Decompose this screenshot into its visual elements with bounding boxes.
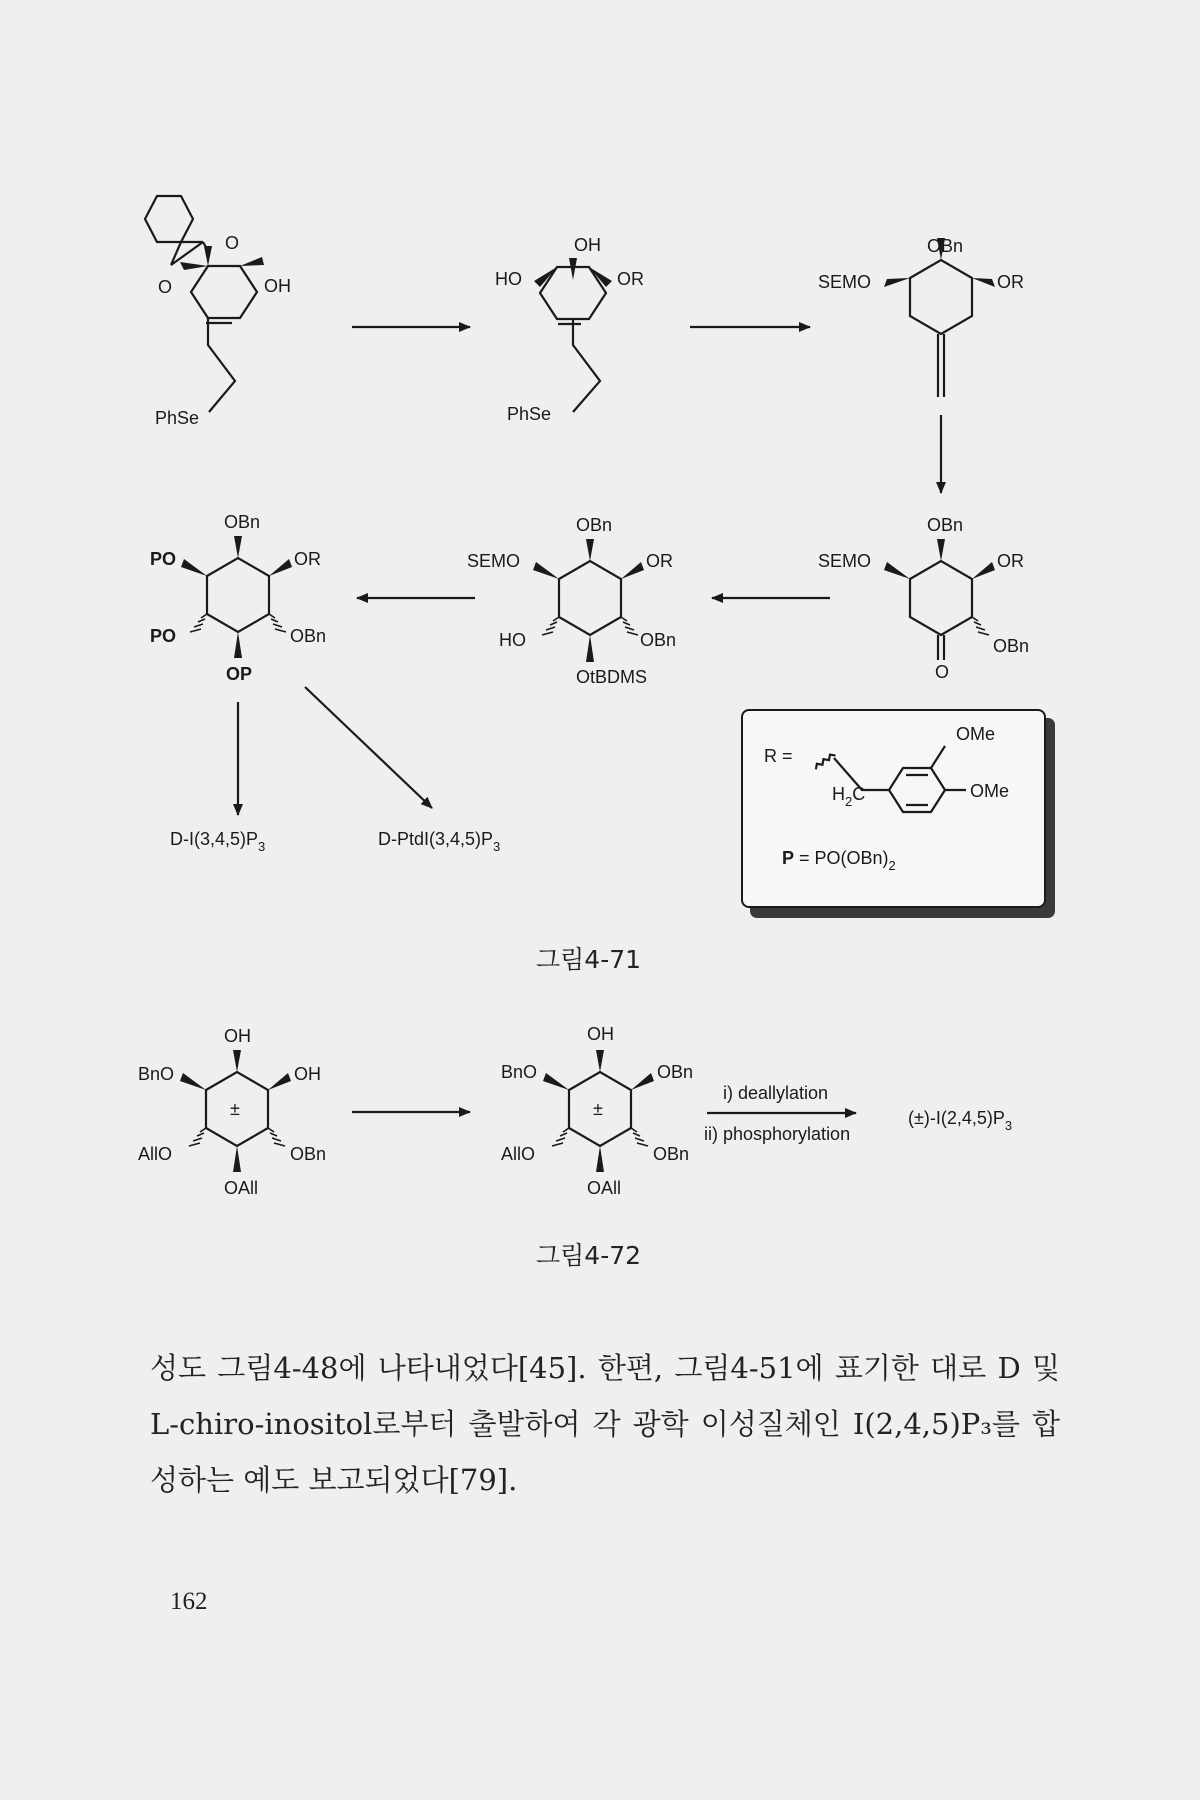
compound-b-bno: BnO [501, 1062, 538, 1082]
compound-2-structure [495, 235, 644, 424]
compound-b-allo: AllO [501, 1144, 536, 1164]
compound-6-po: PO [150, 549, 177, 569]
compound-b-structure [501, 1024, 693, 1198]
compound-a-oall: OAll [224, 1178, 259, 1198]
compound-5-otbdms: OtBDMS [576, 667, 648, 687]
compound-4-structure [818, 515, 1029, 682]
legend-r-label: R = [764, 746, 793, 766]
compound-5-structure [467, 515, 676, 687]
compound-6-obn-2: OBn [290, 626, 327, 646]
legend-p-definition: $P = PO(OBn)_2$ [782, 848, 896, 873]
compound-6-structure [150, 512, 326, 684]
page-number: 162 [170, 1588, 208, 1615]
compound-5-obn: OBn [576, 515, 613, 535]
compound-b-obn-right: OBn [657, 1062, 694, 1082]
compound-3-structure [818, 236, 1024, 397]
reaction-step-2: ii) phosphorylation [704, 1124, 851, 1144]
figure-72-caption: 그림4-72 [536, 1241, 642, 1270]
compound-6-po-2: PO [150, 626, 177, 646]
compound-b-obn: OBn [653, 1144, 690, 1164]
compound-6-obn: OBn [224, 512, 261, 532]
compound-5-or: OR [646, 551, 673, 571]
compound-1-oxygen-top: O [225, 233, 240, 253]
compound-4-obn-2: OBn [993, 636, 1030, 656]
compound-6-or: OR [294, 549, 321, 569]
compound-2-ho: HO [495, 269, 522, 289]
compound-a-oh-top: OH [224, 1026, 251, 1046]
compound-5-semo: SEMO [467, 551, 521, 571]
compound-4-or: OR [997, 551, 1024, 571]
arrow-7 [305, 687, 432, 808]
product-d-ip3: $D-I(3,4,5)P_3$ [170, 829, 266, 854]
compound-a-structure [138, 1026, 326, 1198]
compound-1-structure [145, 196, 291, 428]
compound-1-oxygen-left: O [158, 277, 173, 297]
compound-4-oxygen: O [935, 662, 950, 682]
compound-1-hydroxyl: OH [264, 276, 291, 296]
compound-3-obn: OBn [927, 236, 964, 256]
compound-1-phse: PhSe [155, 408, 200, 428]
compound-2-phse: PhSe [507, 404, 552, 424]
figure-71 [145, 196, 1055, 974]
compound-5-ho: HO [499, 630, 526, 650]
compound-3-or: OR [997, 272, 1024, 292]
compound-4-semo: SEMO [818, 551, 872, 571]
product-racemic-ip3: $(\pm)-I(2,4,5)P_3$ [908, 1108, 1013, 1133]
legend-h2c: $H_2C$ [832, 784, 866, 809]
legend-ome-1: OMe [956, 724, 996, 744]
legend-box [742, 710, 1055, 918]
reaction-step-1: i) deallylation [723, 1083, 829, 1103]
compound-6-op: OP [226, 664, 253, 684]
compound-a-racemic: ± [230, 1099, 240, 1119]
legend-ome-2: OMe [970, 781, 1010, 801]
compound-5-obn-2: OBn [640, 630, 677, 650]
body-paragraph [150, 1340, 1060, 1508]
compound-2-or: OR [617, 269, 644, 289]
compound-b-racemic: ± [593, 1099, 603, 1119]
figure-72 [138, 1024, 1012, 1270]
compound-3-semo: SEMO [818, 272, 872, 292]
compound-a-oh-right: OH [294, 1064, 321, 1084]
compound-b-oh-top: OH [587, 1024, 614, 1044]
paragraph-text: 성도 그림4-48에 나타내었다[45]. 한편, 그림4-51에 표기한 대로 D 및 L-chiro-inositol로부터 출발하여 각 광학 이성질체인 I(2,4,5)P₃를 합성하는 예도 보고되었다[79]. [150, 1351, 1060, 1497]
product-d-ptdi-p3: $D-PtdI(3,4,5)P_3$ [378, 829, 501, 854]
compound-b-oall: OAll [587, 1178, 622, 1198]
compound-a-bno: BnO [138, 1064, 175, 1084]
compound-a-allo: AllO [138, 1144, 173, 1164]
compound-a-obn: OBn [290, 1144, 327, 1164]
compound-4-obn: OBn [927, 515, 964, 535]
figure-71-caption: 그림4-71 [536, 945, 642, 974]
compound-2-hydroxyl-top: OH [574, 235, 601, 255]
